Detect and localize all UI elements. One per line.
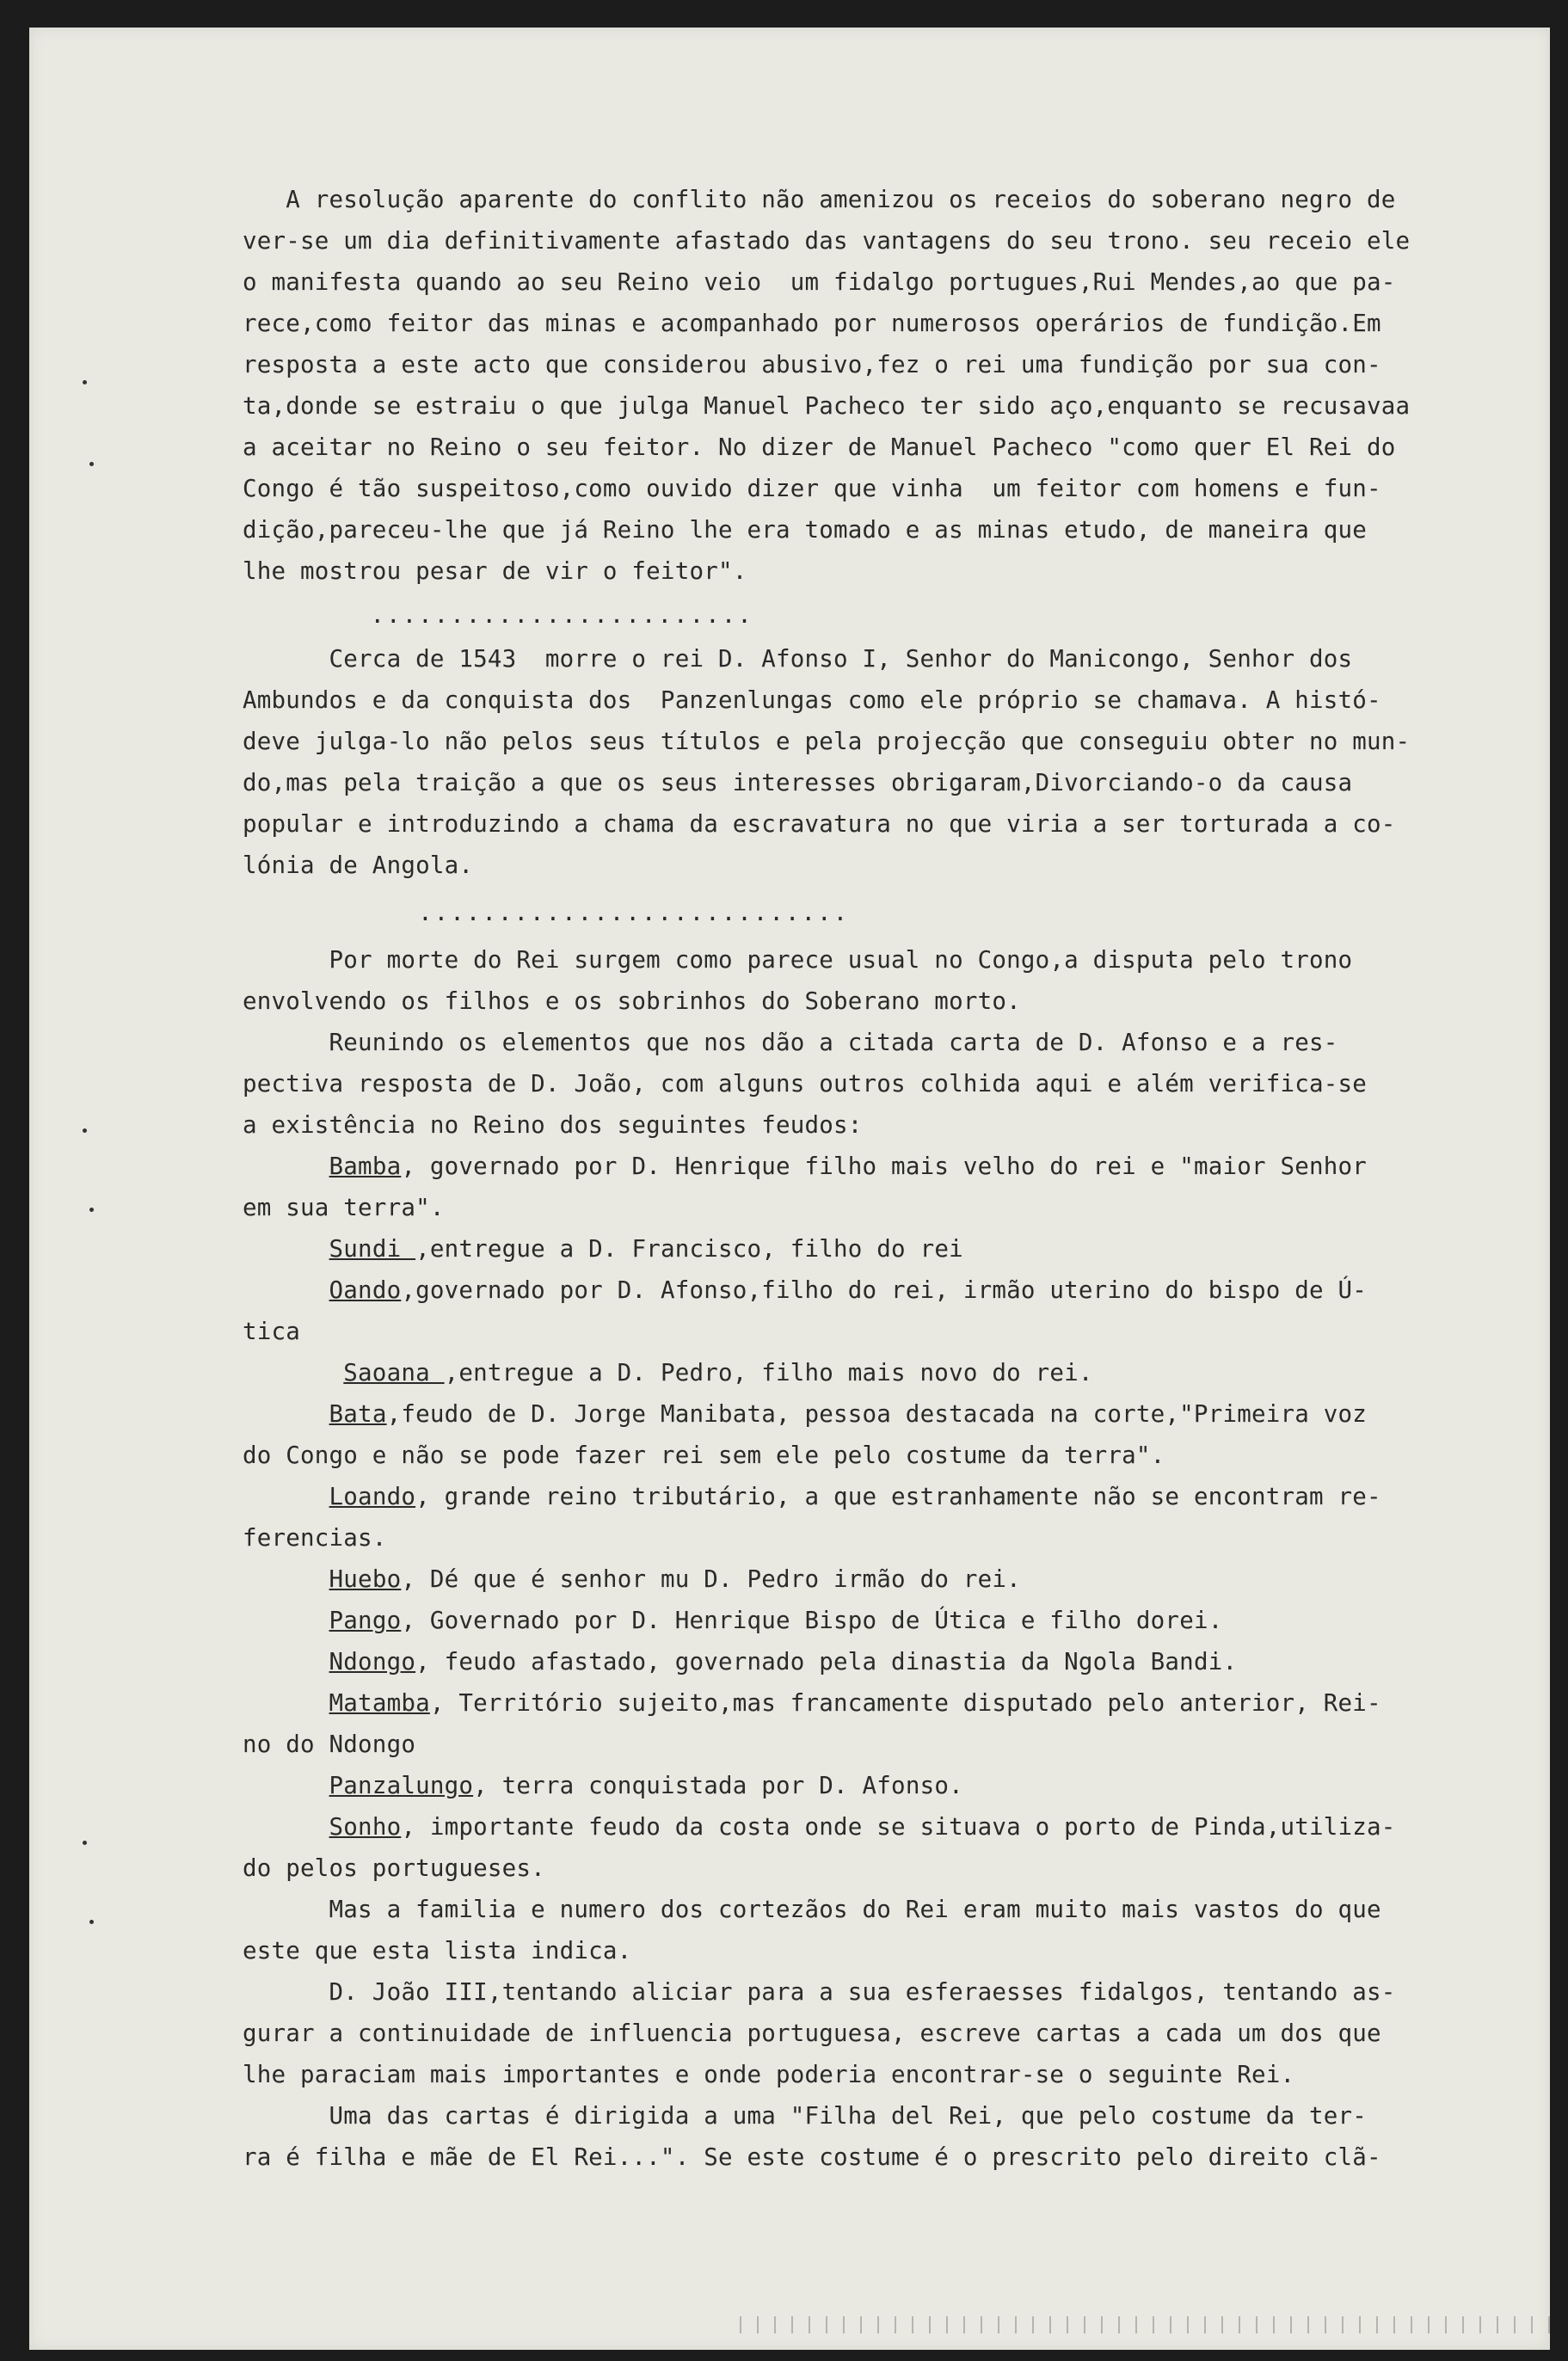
dotted-separator: ........................ — [243, 601, 753, 629]
feudo-continuation: tica — [243, 1318, 301, 1345]
text-line: ra é filha e mãe de El Rei...". Se este costume é o prescrito pelo direito clã- — [243, 2143, 1381, 2171]
feudo-description: , terra conquistada por D. Afonso. — [473, 1772, 963, 1799]
indent — [243, 1359, 343, 1386]
text-line: D. João III,tentando aliciar para a sua esferaesses fidalgos, tentando as- — [243, 1978, 1396, 2006]
feudo-description: ,entregue a D. Francisco, filho do rei — [415, 1235, 963, 1263]
feudo-entry — [243, 1393, 1533, 1435]
feudo-entry — [243, 1270, 1533, 1311]
feudo-entry — [243, 1682, 1533, 1724]
text-line: a existência no Reino dos seguintes feudos: — [243, 1111, 863, 1139]
feudo-description: ,governado por D. Afonso,filho do rei, irmão uterino do bispo de Ú- — [401, 1276, 1368, 1304]
text-line: lónia de Angola. — [243, 852, 474, 879]
text-line: envolvendo os filhos e os sobrinhos do Soberano morto. — [243, 987, 1021, 1015]
feudo-description: , importante feudo da costa onde se situava o porto de Pinda,utiliza- — [401, 1813, 1396, 1841]
feudo-description: , Governado por D. Henrique Bispo de Útica e filho dorei. — [401, 1607, 1223, 1634]
feudo-name: Matamba — [329, 1689, 430, 1717]
feudo-name: Sonho — [329, 1813, 402, 1841]
text-line: Ambundos e da conquista dos Panzenlungas como ele próprio se chamava. A histó- — [243, 686, 1381, 714]
feudo-name: Loando — [329, 1483, 416, 1510]
feudo-description: , governado por D. Henrique filho mais velho do rei e "maior Senhor — [401, 1153, 1368, 1180]
indent — [243, 1772, 329, 1799]
margin-dot — [89, 1920, 94, 1924]
margin-dot — [83, 380, 87, 384]
margin-dot — [83, 1841, 87, 1845]
indent — [243, 1607, 329, 1634]
text-line: lhe mostrou pesar de vir o feitor". — [243, 557, 747, 585]
feudo-name: Oando — [329, 1276, 402, 1304]
text-line: Cerca de 1543 morre o rei D. Afonso I, Senhor do Manicongo, Senhor dos — [243, 645, 1353, 673]
feudo-name: Bamba — [329, 1153, 402, 1180]
indent — [243, 1400, 329, 1428]
text-line: a aceitar no Reino o seu feitor. No dizer de Manuel Pacheco "como quer El Rei do — [243, 433, 1396, 461]
indent — [243, 1235, 329, 1263]
feudo-description: , grande reino tributário, a que estranhamente não se encontram re- — [415, 1483, 1381, 1510]
text-line: ver-se um dia definitivamente afastado das vantagens do seu trono. seu receio ele — [243, 227, 1411, 255]
text-line: o manifesta quando ao seu Reino veio um fidalgo portugues,Rui Mendes,ao que pa- — [243, 268, 1396, 296]
margin-dot — [89, 1208, 94, 1212]
feudo-entry — [243, 1600, 1533, 1641]
feudo-name: Huebo — [329, 1565, 402, 1593]
text-line: Reunindo os elementos que nos dão a citada carta de D. Afonso e a res- — [243, 1029, 1338, 1056]
document-page — [29, 28, 1550, 2350]
text-line: A resolução aparente do conflito não amenizou os receios do soberano negro de — [243, 186, 1396, 213]
feudo-entry — [243, 1352, 1533, 1393]
text-line: do,mas pela traição a que os seus interesses obrigaram,Divorciando-o da causa — [243, 769, 1353, 796]
margin-dot — [83, 1128, 87, 1133]
text-line: deve julga-lo não pelos seus títulos e pela projecção que conseguiu obter no mun- — [243, 728, 1411, 755]
indent — [243, 1689, 329, 1717]
feudo-name: Saoana — [343, 1359, 445, 1386]
typed-text-body — [243, 179, 1533, 2178]
indent — [243, 1565, 329, 1593]
feudo-name: Panzalungo — [329, 1772, 474, 1799]
feudo-name: Sundi — [329, 1235, 416, 1263]
dotted-separator: ........................... — [243, 899, 850, 926]
text-line: Mas a familia e numero dos cortezãos do Rei eram muito mais vastos do que — [243, 1896, 1381, 1923]
text-line: lhe paraciam mais importantes e onde poderia encontrar-se o seguinte Rei. — [243, 2061, 1295, 2088]
indent — [243, 1276, 329, 1304]
feudo-entry — [243, 1228, 1533, 1270]
feudo-continuation: do Congo e não se pode fazer rei sem ele pelo costume da terra". — [243, 1442, 1165, 1469]
scale-ruler — [740, 2316, 1557, 2333]
feudo-description: , feudo afastado, governado pela dinastia da Ngola Bandi. — [415, 1648, 1238, 1675]
feudo-continuation: ferencias. — [243, 1524, 387, 1552]
feudo-description: , Dé que é senhor mu D. Pedro irmão do rei. — [401, 1565, 1021, 1593]
feudo-name: Pango — [329, 1607, 402, 1634]
feudo-description: ,entregue a D. Pedro, filho mais novo do rei. — [444, 1359, 1093, 1386]
feudo-description: , Território sujeito,mas francamente disputado pelo anterior, Rei- — [429, 1689, 1381, 1717]
text-line: Por morte do Rei surgem como parece usual no Congo,a disputa pelo trono — [243, 946, 1353, 974]
feudo-name: Ndongo — [329, 1648, 416, 1675]
text-line: gurar a continuidade de influencia portuguesa, escreve cartas a cada um dos que — [243, 2020, 1381, 2047]
margin-dot — [89, 462, 94, 466]
feudo-entry — [243, 1476, 1533, 1517]
text-line: rece,como feitor das minas e acompanhado por numerosos operários de fundição.Em — [243, 310, 1381, 337]
text-line: Uma das cartas é dirigida a uma "Filha del Rei, que pelo costume da ter- — [243, 2102, 1367, 2130]
indent — [243, 1483, 329, 1510]
feudo-name: Bata — [329, 1400, 387, 1428]
feudo-description: ,feudo de D. Jorge Manibata, pessoa destacada na corte,"Primeira voz — [386, 1400, 1368, 1428]
feudos-list — [243, 1146, 1533, 1889]
text-line: Congo é tão suspeitoso,como ouvido dizer que vinha um feitor com homens e fun- — [243, 475, 1381, 502]
feudo-entry — [243, 1765, 1533, 1806]
text-line: dição,pareceu-lhe que já Reino lhe era tomado e as minas etudo, de maneira que — [243, 516, 1367, 544]
text-line: popular e introduzindo a chama da escravatura no que viria a ser torturada a co- — [243, 810, 1396, 838]
feudo-entry — [243, 1146, 1533, 1187]
feudo-entry — [243, 1806, 1533, 1848]
feudo-continuation: do pelos portugueses. — [243, 1854, 545, 1882]
feudo-entry — [243, 1641, 1533, 1682]
indent — [243, 1648, 329, 1675]
feudo-entry — [243, 1559, 1533, 1600]
text-line: ta,donde se estraiu o que julga Manuel Pacheco ter sido aço,enquanto se recusavaa — [243, 392, 1411, 420]
text-line: resposta a este acto que considerou abusivo,fez o rei uma fundição por sua con- — [243, 351, 1381, 378]
indent — [243, 1153, 329, 1180]
text-line: pectiva resposta de D. João, com alguns outros colhida aqui e além verifica-se — [243, 1070, 1367, 1097]
feudo-continuation: em sua terra". — [243, 1194, 445, 1221]
indent — [243, 1813, 329, 1841]
text-line: este que esta lista indica. — [243, 1937, 632, 1964]
feudo-continuation: no do Ndongo — [243, 1731, 416, 1758]
